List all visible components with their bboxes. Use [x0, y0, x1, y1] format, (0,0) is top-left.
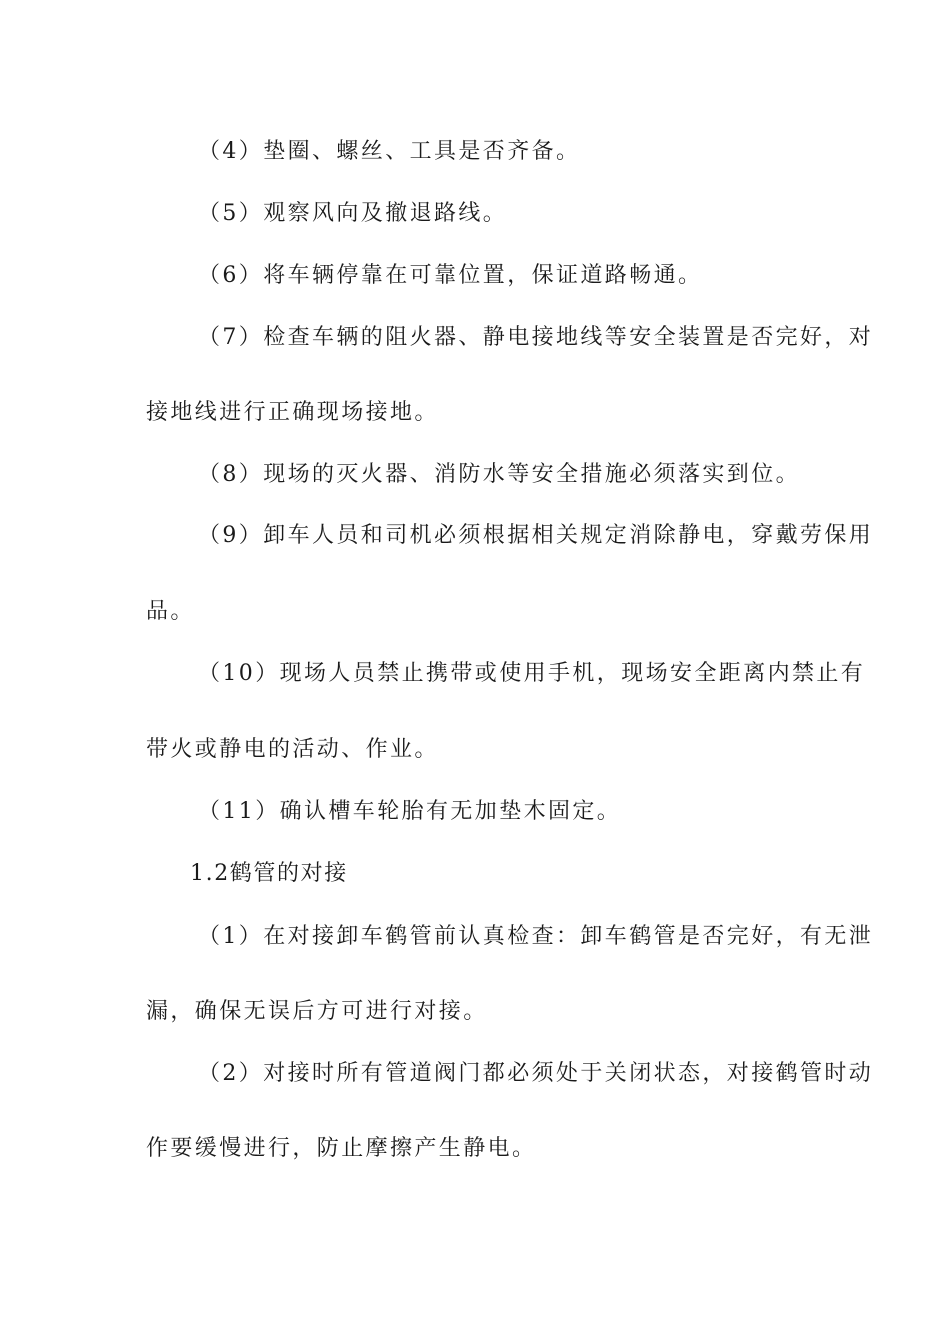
paragraph-item-9-line-1: （9）卸车人员和司机必须根据相关规定消除静电，穿戴劳保用	[198, 523, 874, 548]
paragraph-item-5: （5）观察风向及撤退路线。	[198, 201, 508, 226]
section-heading: 1.2鹤管的对接	[190, 861, 348, 886]
paragraph-item-10-line-2: 带火或静电的活动、作业。	[146, 737, 439, 762]
paragraph-dock-2-line-2: 作要缓慢进行，防止摩擦产生静电。	[146, 1136, 537, 1161]
paragraph-item-4: （4）垫圈、螺丝、工具是否齐备。	[198, 139, 581, 164]
paragraph-dock-1-line-2: 漏，确保无误后方可进行对接。	[146, 999, 488, 1024]
paragraph-item-8: （8）现场的灭火器、消防水等安全措施必须落实到位。	[198, 462, 800, 487]
paragraph-dock-2-line-1: （2）对接时所有管道阀门都必须处于关闭状态，对接鹤管时动	[198, 1061, 874, 1086]
paragraph-item-11: （11）确认槽车轮胎有无加垫木固定。	[198, 799, 622, 824]
paragraph-dock-1-line-1: （1）在对接卸车鹤管前认真检查：卸车鹤管是否完好，有无泄	[198, 924, 874, 949]
paragraph-item-7-line-1: （7）检查车辆的阻火器、静电接地线等安全装置是否完好，对	[198, 325, 874, 350]
paragraph-item-6: （6）将车辆停靠在可靠位置，保证道路畅通。	[198, 263, 703, 288]
paragraph-item-9-line-2: 品。	[146, 599, 195, 624]
paragraph-item-7-line-2: 接地线进行正确现场接地。	[146, 400, 439, 425]
paragraph-item-10-line-1: （10）现场人员禁止携带或使用手机，现场安全距离内禁止有	[198, 661, 866, 686]
